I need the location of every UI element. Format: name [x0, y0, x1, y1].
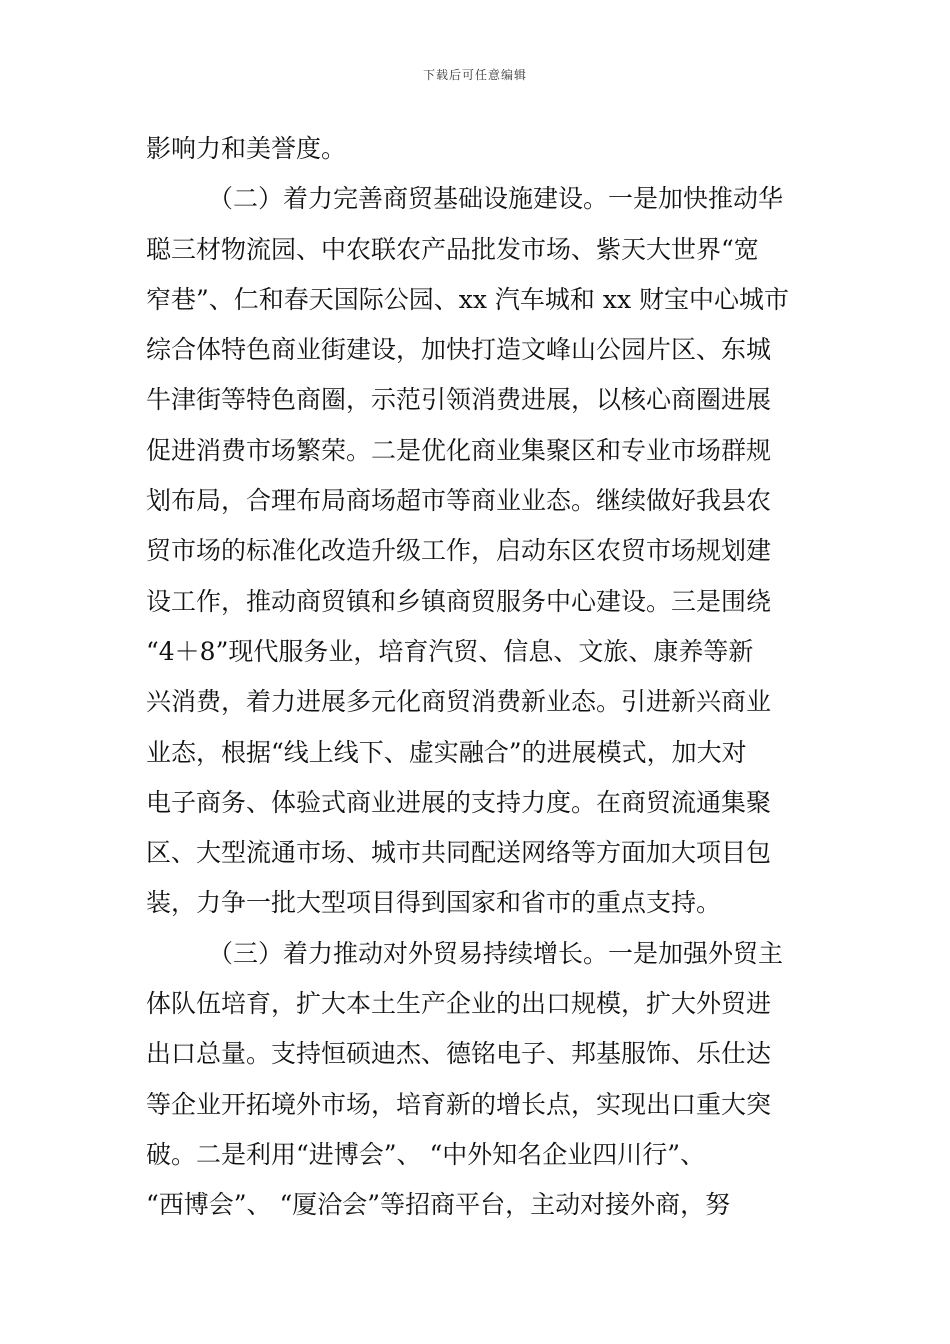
text-line: 等企业开拓境外市场，培育新的增长点，实现出口重大突	[146, 1089, 772, 1119]
text-line: 破。二是利用“进博会”、 “中外知名企业四川行”、	[146, 1139, 706, 1169]
text-line: 贸市场的标准化改造升级工作，启动东区农贸市场规划建	[146, 536, 772, 566]
text-line: 出口总量。支持恒硕迪杰、德铭电子、邦基服饰、乐仕达	[146, 1039, 772, 1069]
text-line: 体队伍培育，扩大本土生产企业的出口规模，扩大外贸进	[146, 989, 772, 1019]
text-line: 窄巷”、仁和春天国际公园、xx 汽车城和 xx 财宝中心城市	[146, 284, 790, 314]
section-heading-line: （二）着力完善商贸基础设施建设。一是加快推动华	[208, 184, 784, 214]
section-heading-line: （三）着力推动对外贸易持续增长。一是加强外贸主	[208, 938, 784, 968]
text-line: 促进消费市场繁荣。二是优化商业集聚区和专业市场群规	[146, 435, 772, 465]
page-header: 下载后可任意编辑	[422, 68, 527, 82]
text-line: 装，力争一批大型项目得到国家和省市的重点支持。	[146, 888, 722, 918]
text-line: 兴消费，着力进展多元化商贸消费新业态。引进新兴商业	[146, 687, 772, 717]
text-line: 划布局，合理布局商场超市等商业业态。继续做好我县农	[146, 486, 772, 516]
text-line: 设工作，推动商贸镇和乡镇商贸服务中心建设。三是围绕	[146, 586, 772, 616]
text-line: 影响力和美誉度。	[146, 134, 347, 163]
text-line: 综合体特色商业街建设，加快打造文峰山公园片区、东城	[146, 335, 772, 365]
text-line: 牛津街等特色商圈，示范引领消费进展，以核心商圈进展	[146, 385, 772, 415]
text-line: “4＋8”现代服务业，培育汽贸、信息、文旅、康养等新	[146, 636, 754, 666]
text-line: “西博会”、 “厦洽会”等招商平台，主动对接外商，努	[146, 1190, 731, 1220]
text-line: 聪三材物流园、中农联农产品批发市场、紫天大世界“宽	[146, 234, 759, 264]
text-line: 业态，根据“线上线下、虚实融合”的进展模式，加大对	[146, 737, 747, 767]
document-body	[146, 124, 806, 1231]
text-line: 电子商务、体验式商业进展的支持力度。在商贸流通集聚	[146, 787, 772, 817]
text-line: 区、大型流通市场、城市共同配送网络等方面加大项目包	[146, 838, 772, 868]
